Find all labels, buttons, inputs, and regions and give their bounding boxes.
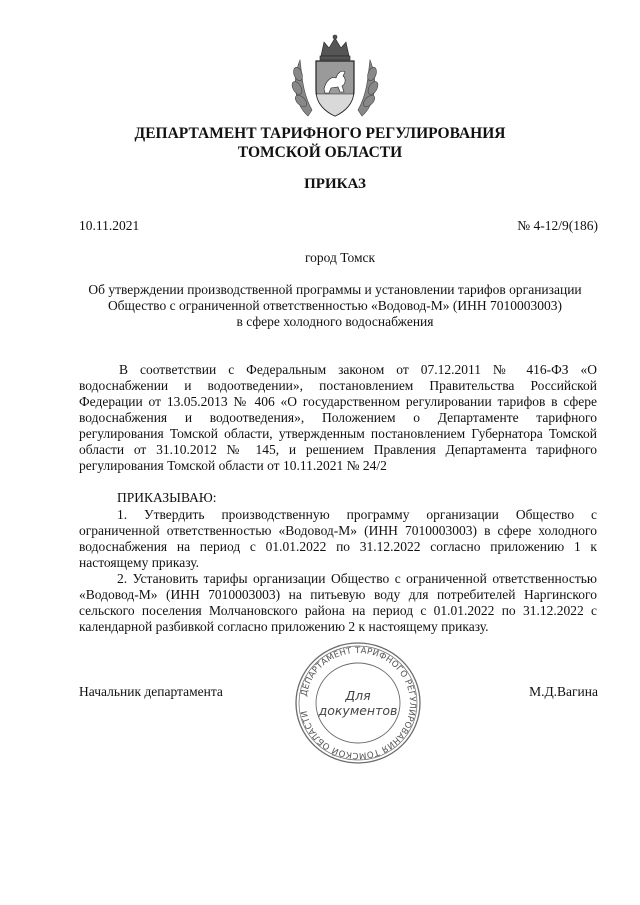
department-line-1: ДЕПАРТАМЕНТ ТАРИФНОГО РЕГУЛИРОВАНИЯ [134, 125, 506, 142]
signatory-role: Начальник департамента [79, 684, 223, 699]
order-item-2: 2. Установить тарифы организации Общество с ограниченной ответственностью «Водовод-М» (ИНН 7010003003) на питьевую воду для потребителей Наргинского сельского поселения Молчановского района на период с 01.01.2022 по 31.12.2022 с календарной разбивкой согласно приложению 2 к настоящему приказу. [79, 571, 597, 634]
preamble-paragraph: В соответствии с Федеральным законом от 07.12.2011 № 416-ФЗ «О водоснабжении и водоотведении», постановлением Правительства Российской Федерации от 13.05.2013 № 406 «О государственном регулировании тарифов в сфере водоснабжения и водоотведения», Положением о Департаменте тарифного регулирования Томской области, утвержденным постановлением Губернатора Томской области от 31.10.2012 № 145, и решением Правления Департамента тарифного регулирования Томской области от 10.11.2021 № 24/2 [79, 362, 597, 473]
subject-line-2: Общество с ограниченной ответственностью «Водовод-М» (ИНН 7010003003) [107, 298, 563, 313]
stamp-ring-text: ДЕПАРТАМЕНТ ТАРИФНОГО РЕГУЛИРОВАНИЯ ТОМСКОЙ ОБЛАСТИ [299, 645, 418, 761]
doc-type-title: ПРИКАЗ [304, 176, 366, 192]
stamp-center-line-2: документов [318, 703, 398, 718]
stamp-center-line-1: Для [345, 688, 371, 703]
department-title [0, 124, 640, 162]
department-line-2: ТОМСКОЙ ОБЛАСТИ [237, 144, 403, 161]
tomsk-coat-of-arms-icon [288, 34, 382, 122]
order-item-1: 1. Утвердить производственную программу организации Общество с ограниченной ответственностью «Водовод-М» (ИНН 7010003003) в сфере холодного водоснабжения на период с 01.01.2022 по 31.12.2022 согласно приложению 1 к настоящему приказу. [79, 507, 597, 570]
order-date: 10.11.2021 [79, 218, 140, 233]
order-city: город Томск [304, 250, 376, 265]
subject-line-3: в сфере холодного водоснабжения [236, 314, 434, 329]
order-subject [70, 282, 600, 330]
orders-heading: ПРИКАЗЫВАЮ: [117, 490, 217, 505]
signatory-name: М.Д.Вагина [529, 684, 598, 699]
subject-line-1: Об утверждении производственной программы и установлении тарифов организации [88, 282, 582, 297]
order-number: № 4-12/9(186) [517, 218, 598, 233]
stamp-center-text [293, 688, 423, 718]
